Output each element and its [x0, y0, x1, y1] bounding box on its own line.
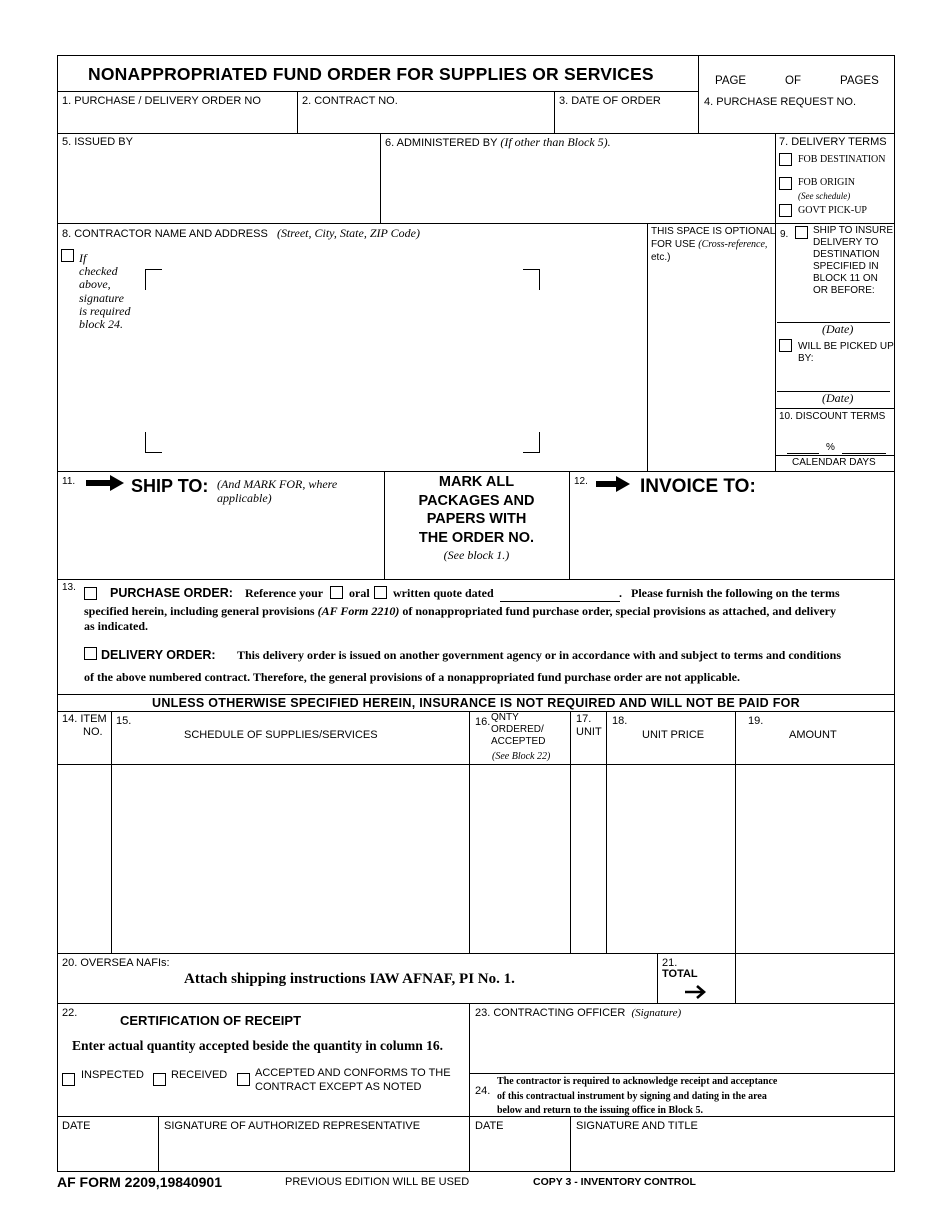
block9-number: 9. [780, 229, 789, 240]
block21-number: 21. [662, 957, 678, 969]
block11-number: 11. [62, 476, 76, 487]
address-corner-tr [523, 269, 540, 290]
col15-header: SCHEDULE OF SUPPLIES/SERVICES [184, 729, 378, 741]
block9-text: SHIP TO INSURE DELIVERY TO DESTINATION SPECIFIED IN BLOCK 11 ON OR BEFORE: [813, 225, 894, 296]
block6-label: 6. ADMINISTERED BY (If other than Block 5). [385, 135, 611, 149]
quote-date-line[interactable] [500, 601, 620, 602]
block1-label: 1. PURCHASE / DELIVERY ORDER NO [62, 95, 261, 107]
oral-quote-checkbox[interactable] [330, 586, 343, 599]
as-indicated-text: as indicated. [84, 619, 149, 633]
page-label: PAGE [715, 75, 747, 87]
col17-header: 17. UNIT [576, 713, 602, 738]
col14-header: 14. ITEM [62, 713, 107, 725]
block23-label: 23. CONTRACTING OFFICER (Signature) [475, 1007, 682, 1019]
form-title: NONAPPROPRIATED FUND ORDER FOR SUPPLIES OR SERVICES [88, 64, 654, 84]
optional-space-label: THIS SPACE IS OPTIONAL FOR USE (Cross-reference, etc.) [651, 226, 776, 263]
received-checkbox[interactable] [153, 1073, 166, 1086]
block2-label: 2. CONTRACT NO. [302, 95, 398, 107]
inspected-label: INSPECTED [81, 1069, 144, 1081]
col14-header-2: NO. [83, 726, 103, 738]
govt-pickup-label: GOVT PICK-UP [798, 205, 867, 216]
general-provisions-text: specified herein, including general provisions (AF Form 2210) of nonappropriated fund purchase order, special provisions as attached, and delivery [84, 604, 836, 618]
date-label-left: DATE [62, 1120, 91, 1132]
total-label: TOTAL [662, 968, 698, 980]
accepted-checkbox[interactable] [237, 1073, 250, 1086]
reference-your-text: Reference your [245, 586, 324, 600]
ship-to-insure-checkbox[interactable] [795, 226, 808, 239]
date-label-right: DATE [475, 1120, 504, 1132]
date-caption-2: (Date) [822, 391, 854, 405]
address-corner-tl [145, 269, 162, 290]
calendar-days-label: CALENDAR DAYS [792, 457, 876, 468]
col18-number: 18. [612, 715, 628, 727]
see-block1-note: (See block 1.) [443, 548, 510, 562]
block4-label: 4. PURCHASE REQUEST NO. [704, 96, 856, 108]
fob-destination-checkbox[interactable] [779, 153, 792, 166]
ship-to-heading: SHIP TO: [131, 476, 209, 496]
written-quote-checkbox[interactable] [374, 586, 387, 599]
signature-required-checkbox[interactable] [61, 249, 74, 262]
delivery-order-text-2: of the above numbered contract. Therefore, the general provisions of a nonappropriated fund purchase order are not applicable. [84, 670, 741, 684]
address-corner-bl [145, 432, 162, 453]
insurance-notice: UNLESS OTHERWISE SPECIFIED HEREIN, INSURANCE IS NOT REQUIRED AND WILL NOT BE PAID FOR [152, 696, 800, 710]
col16-note: (See Block 22) [492, 751, 551, 762]
please-furnish-text: . Please furnish the following on the terms [619, 586, 840, 600]
block10-label: 10. DISCOUNT TERMS [779, 411, 886, 422]
invoice-to-heading: INVOICE TO: [640, 476, 756, 497]
form-number: AF FORM 2209,19840901 [57, 1174, 222, 1190]
picked-up-checkbox[interactable] [779, 339, 792, 352]
purchase-order-checkbox[interactable] [84, 587, 97, 600]
ship-to-note: (And MARK FOR, where applicable) [217, 477, 338, 505]
block24-text: The contractor is required to acknowledge receipt and acceptance of this contractual instrument by signing and dating in the area below and return to the issuing office in Block 5. [497, 1076, 778, 1116]
col15-number: 15. [116, 715, 132, 727]
arrow-right-icon [596, 475, 632, 493]
block3-label: 3. DATE OF ORDER [559, 95, 661, 107]
block12-number: 12. [574, 476, 588, 487]
block13-number: 13. [62, 582, 76, 593]
attach-instructions: Attach shipping instructions IAW AFNAF, PI No. 1. [184, 971, 515, 987]
col16-number: 16. [475, 716, 491, 728]
signature-representative-label: SIGNATURE OF AUTHORIZED REPRESENTATIVE [164, 1120, 421, 1132]
delivery-order-text: This delivery order is issued on another government agency or in accordance with and subject to terms and conditions [237, 648, 842, 662]
inspected-checkbox[interactable] [62, 1073, 75, 1086]
col18-header: UNIT PRICE [642, 729, 705, 741]
picked-up-label: WILL BE PICKED UP BY: [798, 341, 894, 364]
oral-label: oral [349, 586, 370, 600]
see-schedule-note: (See schedule) [798, 191, 851, 201]
pages-label: PAGES [840, 75, 879, 87]
accepted-label: ACCEPTED AND CONFORMS TO THE CONTRACT EXCEPT AS NOTED [255, 1067, 451, 1093]
received-label: RECEIVED [171, 1069, 228, 1081]
arrow-right-icon [86, 474, 126, 492]
written-quote-label: written quote dated [393, 586, 494, 600]
date-caption-1: (Date) [822, 322, 854, 336]
percent-sign: % [826, 442, 835, 453]
col19-number: 19. [748, 715, 764, 727]
block22-number: 22. [62, 1007, 78, 1019]
copy-designation: COPY 3 - INVENTORY CONTROL [533, 1176, 696, 1188]
fob-origin-checkbox[interactable] [779, 177, 792, 190]
fob-origin-label: FOB ORIGIN [798, 177, 855, 188]
col19-header: AMOUNT [789, 729, 837, 741]
block5-label: 5. ISSUED BY [62, 136, 133, 148]
block8-label: 8. CONTRACTOR NAME AND ADDRESS (Street, City, State, ZIP Code) [62, 226, 420, 240]
enter-quantity-text: Enter actual quantity accepted beside the quantity in column 16. [72, 1038, 444, 1053]
arrow-right-icon [684, 984, 708, 1000]
govt-pickup-checkbox[interactable] [779, 204, 792, 217]
address-corner-br [523, 432, 540, 453]
block24-number: 24. [475, 1085, 491, 1097]
of-label: OF [785, 75, 801, 87]
delivery-order-checkbox[interactable] [84, 647, 97, 660]
mark-all-packages: MARK ALL PACKAGES AND PAPERS WITH THE ORDER NO. [418, 474, 535, 546]
certification-heading: CERTIFICATION OF RECEIPT [120, 1013, 302, 1028]
fob-destination-label: FOB DESTINATION [798, 154, 886, 165]
block7-label: 7. DELIVERY TERMS [779, 136, 887, 148]
previous-edition-note: PREVIOUS EDITION WILL BE USED [285, 1176, 470, 1188]
delivery-order-label: DELIVERY ORDER: [101, 648, 216, 662]
signature-title-label: SIGNATURE AND TITLE [576, 1120, 698, 1132]
if-checked-note: If checked above, signature is required block 24. [79, 251, 131, 332]
block20-label: 20. OVERSEA NAFIs: [62, 957, 170, 969]
col16-header: QNTY ORDERED/ ACCEPTED [491, 712, 546, 747]
purchase-order-label: PURCHASE ORDER: [110, 586, 233, 600]
